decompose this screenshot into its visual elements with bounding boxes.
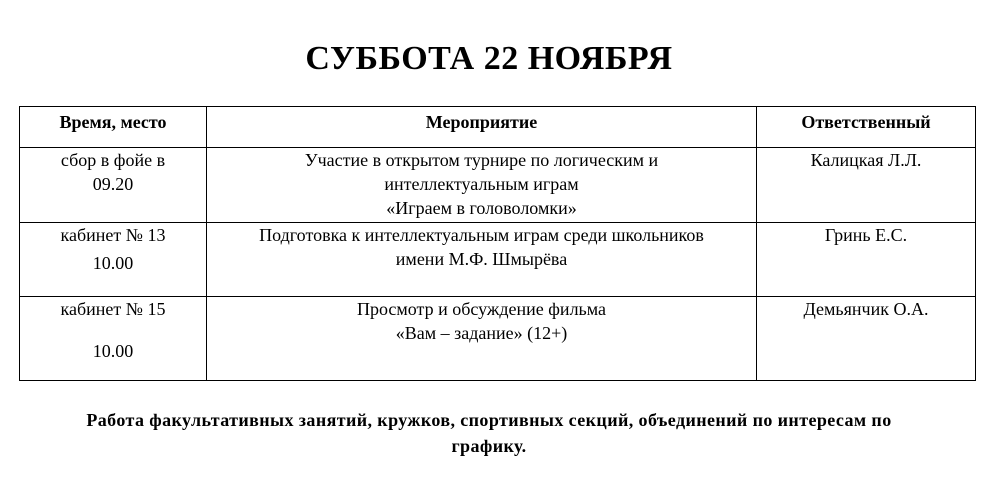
column-header-responsible: Ответственный: [757, 107, 976, 148]
cell-responsible: Калицкая Л.Л.: [757, 148, 976, 223]
table-row: [20, 297, 976, 381]
cell-event: [207, 148, 757, 223]
column-header-event: Мероприятие: [207, 107, 757, 148]
cell-text-line: Просмотр и обсуждение фильма: [356, 299, 607, 319]
cell-text-line: «Играем в головоломки»: [386, 198, 577, 218]
cell-text-line: имени М.Ф. Шмырёва: [395, 249, 568, 269]
footer-note-line: Работа факультативных занятий, кружков, спортивных секций, объединений по интересам по: [86, 410, 892, 430]
cell-text-line: Подготовка к интеллектуальным играм среди школьников: [259, 225, 704, 245]
cell-responsible: Демьянчик О.А.: [757, 297, 976, 381]
cell-time-place: [20, 148, 207, 223]
cell-text-line: 10.00: [92, 253, 134, 273]
cell-text-line: интеллектуальным играм: [384, 174, 579, 194]
cell-text-line: 09.20: [92, 174, 134, 194]
schedule-table: [19, 106, 976, 381]
cell-time-place: [20, 297, 207, 381]
cell-event: [207, 223, 757, 297]
cell-event: [207, 297, 757, 381]
table-header-row: [20, 107, 976, 148]
cell-time-place: [20, 223, 207, 297]
footer-note-line: графику.: [451, 436, 527, 456]
column-header-time-place: Время, место: [20, 107, 207, 148]
cell-text-line: Участие в открытом турнире по логическим и: [304, 150, 659, 170]
footer-note: [20, 407, 958, 459]
cell-responsible: Гринь Е.С.: [757, 223, 976, 297]
cell-text-line: кабинет № 13: [60, 225, 166, 245]
cell-text-line: кабинет № 15: [60, 299, 166, 319]
page-title: СУББОТА 22 НОЯБРЯ: [305, 40, 673, 77]
table-row: [20, 223, 976, 297]
cell-text-line: «Вам – задание» (12+): [395, 323, 568, 343]
cell-text-line: сбор в фойе в: [60, 150, 166, 170]
table-row: [20, 148, 976, 223]
cell-text-line: 10.00: [92, 341, 134, 361]
